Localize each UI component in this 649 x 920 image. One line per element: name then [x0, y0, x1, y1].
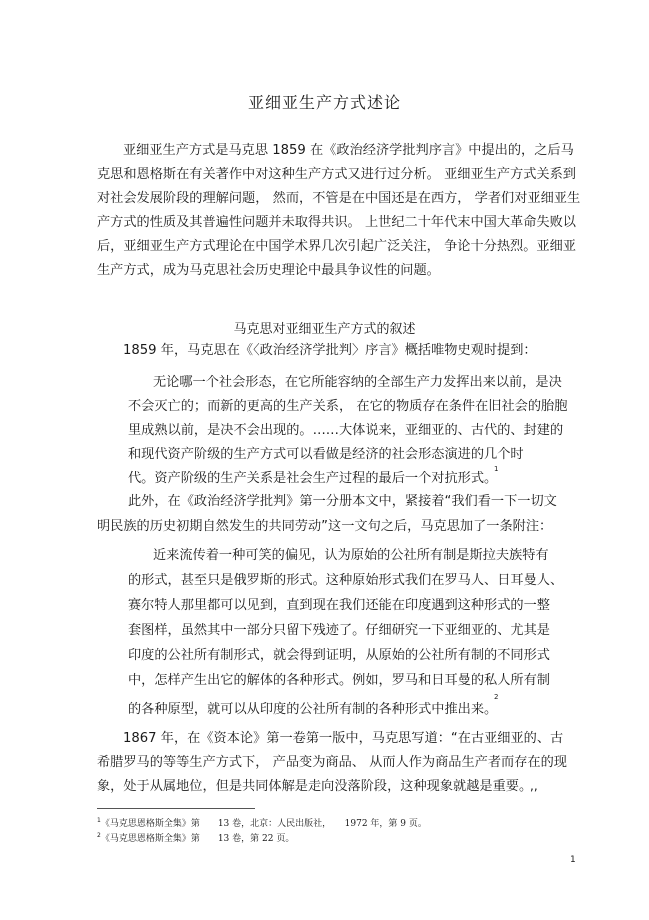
intro-line: 克思和恩格斯在有关著作中对这种生产方式又进行过分析。 亚细亚生产方式关系到 — [97, 167, 576, 182]
quote-line: 不会灭亡的；而新的更高的生产关系， 在它的物质存在条件在旧社会的胎胞 — [128, 399, 568, 414]
quote-line: 套图样，虽然其中一部分只留下残迹了。仔细研究一下亚细亚的、尤其是 — [128, 623, 550, 638]
footnote-text: 《马克思恩格斯全集》第 13 卷，第 22 页。 — [100, 834, 295, 844]
footnote-marker: 2 — [494, 693, 499, 701]
intro-line: 亚细亚生产方式是马克思 1859 在《政治经济学批判序言》中提出的，之后马 — [123, 143, 574, 158]
document-title: 亚细亚生产方式述论 — [247, 93, 401, 112]
footnote-divider — [97, 808, 255, 809]
footnote — [97, 831, 294, 844]
quote-line: 赛尔特人那里都可以见到，直到现在我们还能在印度遇到这种形式的一整 — [128, 598, 550, 613]
quote-line: 印度的公社所有制形式，就会得到证明，从原始的公社所有制的不同形式 — [128, 648, 550, 663]
intro-line: 后，亚细亚生产方式理论在中国学术界几次引起广泛关注， 争论十分热烈。亚细亚 — [97, 239, 576, 254]
paragraph-line: 此外，在《政治经济学批判》第一分册本文中，紧接着“我们看一下一切文 — [128, 494, 557, 509]
section-heading: 马克思对亚细亚生产方式的叙述 — [233, 322, 416, 337]
page-number: 1 — [570, 855, 576, 865]
text-fragment: ,, — [530, 779, 538, 793]
footnote-mark: 1 — [97, 817, 101, 824]
paragraph-line: 明民族的历史初期自然发生的共同劳动”这一文句之后，马克思加了一条附注： — [97, 519, 553, 534]
quote-line: 近来流传着一种可笑的偏见，认为原始的公社所有制是斯拉夫族特有 — [153, 548, 549, 563]
quote-line: 无论哪一个社会形态，在它所能容纳的全部生产力发挥出来以前，是决 — [153, 375, 562, 390]
paragraph-line: 1859 年，马克思在《〈政治经济学批判〉序言》概括唯物史观时提到： — [123, 343, 537, 358]
quote-line: 的形式，甚至只是俄罗斯的形式。这种原始形式我们在罗马人、日耳曼人、 — [128, 573, 564, 588]
intro-line: 对社会发展阶段的理解问题， 然而，不管是在中国还是在西方， 学者们对亚细亚生 — [97, 191, 581, 206]
footnote-marker: 1 — [494, 465, 499, 473]
footnote-mark: 2 — [97, 832, 101, 839]
quote-line: 和现代资产阶级的生产方式可以看做是经济的社会形态演进的几个时 — [128, 447, 524, 462]
footnote — [97, 816, 427, 829]
footnote-text: 《马克思恩格斯全集》第 13 卷，北京：人民出版社， 1972 年，第 9 页。 — [100, 819, 427, 829]
intro-line: 生产方式，成为马克思社会历史理论中最具争议性的问题。 — [97, 263, 440, 278]
quote-line: 代。资产阶级的生产关系是社会生产过程的最后一个对抗形式。 — [128, 471, 498, 486]
paragraph-line: 象，处于从属地位，但是共同体解是走向没落阶段，这种现象就越是重要。 — [97, 779, 533, 794]
paragraph-line: 希腊罗马的等等生产方式下， 产品变为商品、 从而人作为商品生产者而存在的现 — [97, 755, 567, 770]
intro-line: 产方式的性质及其普遍性问题并未取得共识。 上世纪二十年代末中国大革命失败以 — [97, 215, 576, 230]
quote-line: 中，怎样产生出它的解体的各种形式。例如，罗马和日耳曼的私人所有制 — [128, 673, 550, 688]
paragraph-line: 1867 年，在《资本论》第一卷第一版中，马克思写道：“在古亚细亚的、古 — [123, 731, 564, 746]
quote-line: 的各种原型，就可以从印度的公社所有制的各种形式中推出来。 — [128, 702, 498, 717]
quote-line: 里成熟以前，是决不会出现的。……大体说来，亚细亚的、古代的、封建的 — [128, 423, 564, 438]
